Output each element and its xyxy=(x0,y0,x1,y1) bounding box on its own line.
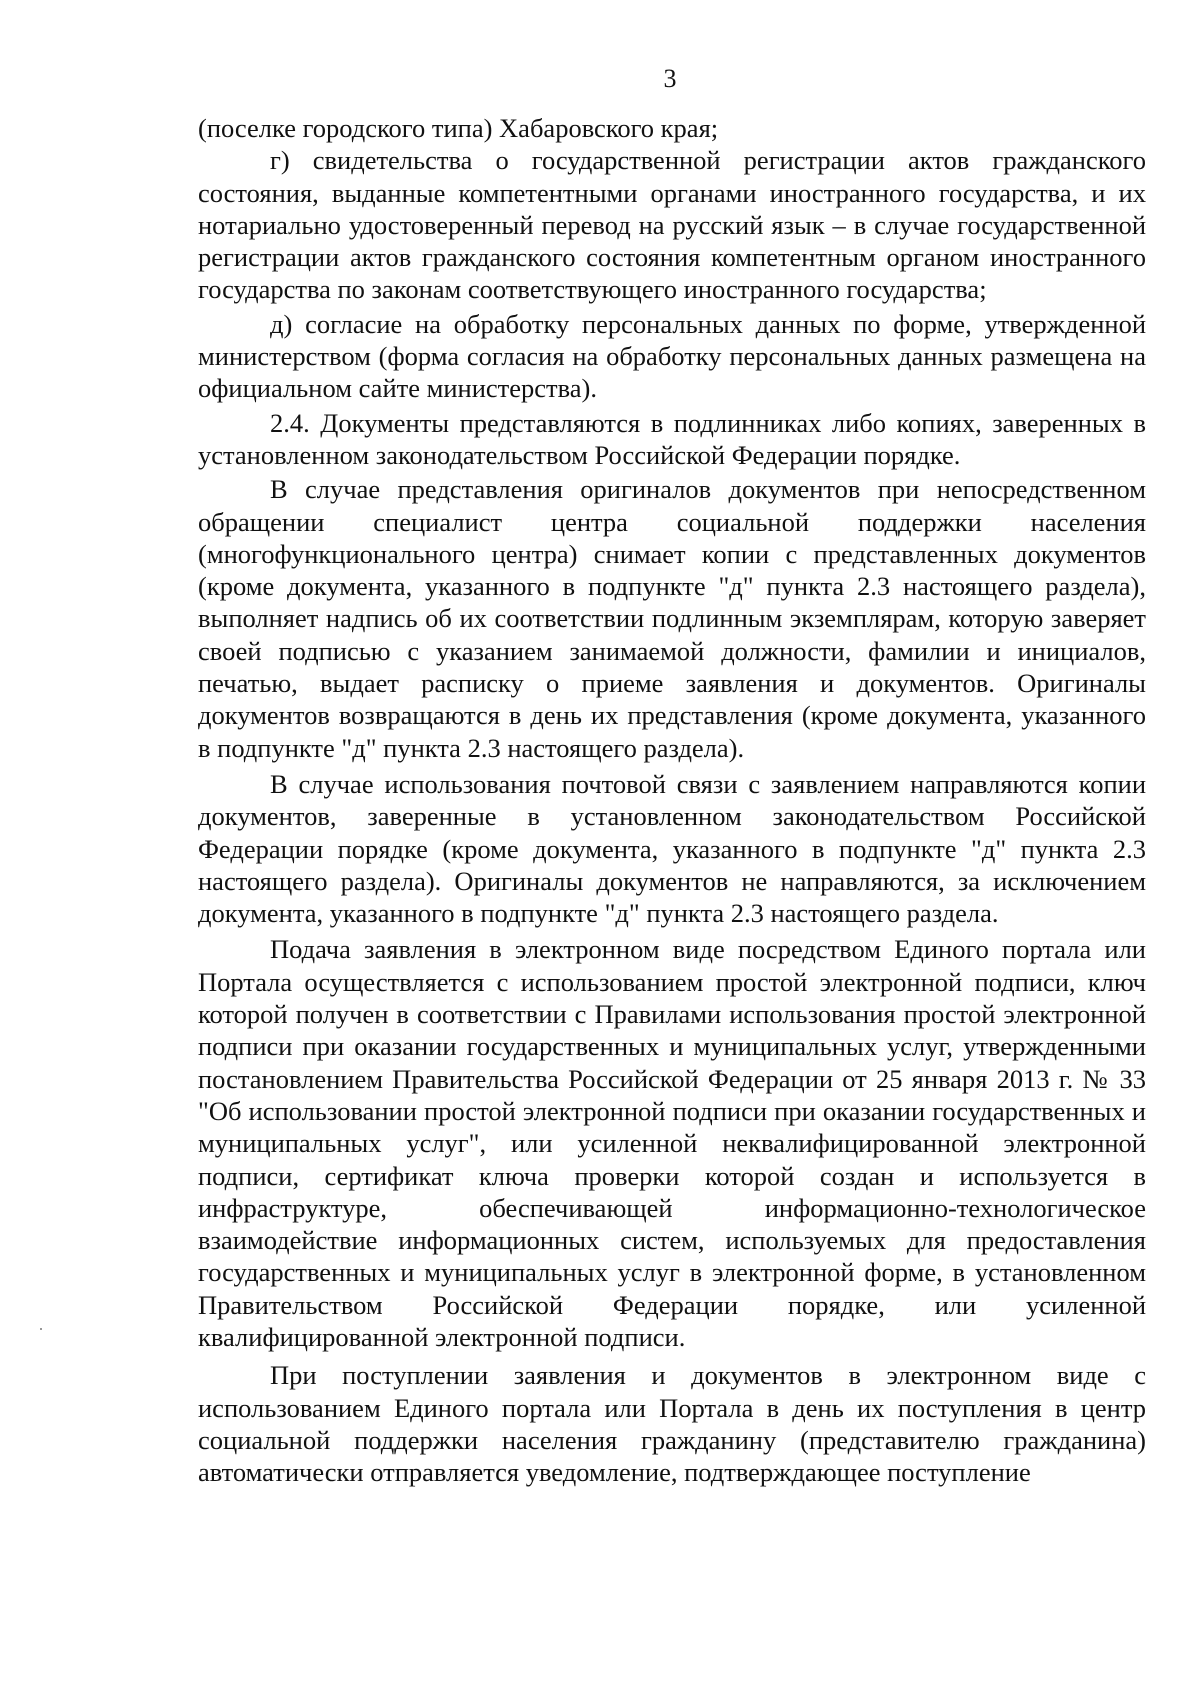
scan-speck xyxy=(40,1328,42,1330)
paragraph-subitem-g: г) свидетельства о государственной регистрации актов гражданского состояния, выданные компетентными органами иностранного государства, и их нотариально удостоверенный перевод на русский язык – в случае государственной регистрации актов гражданского состояния компетентным органом иностранного государства по законам соответствующего иностранного государства; xyxy=(198,145,1146,305)
continuation-line: (поселке городского типа) Хабаровского края; xyxy=(198,113,719,143)
paragraph-subitem-d: д) согласие на обработку персональных данных по форме, утвержденной министерством (форма согласия на обработку персональных данных размещена на официальном сайте министерства). xyxy=(198,308,1146,404)
paragraph-electronic-submission: Подача заявления в электронном виде посредством Единого портала или Портала осуществляется с использованием простой электронной подписи, ключ которой получен в соответствии с Правилами использования простой электронной подписи при оказании государственных и муниципальных услуг, утвержденными постановлением Правительства Российской Федерации от 25 января 2013 г. № 33 "Об использовании простой электронной подписи при оказании государственных и муниципальных услуг", или усиленной неквалифицированной электронной подписи, сертификат ключа проверки которой создан и используется в инфраструктуре, обеспечивающей информационно-технологическое взаимодействие информационных систем, используемых для предоставления государственных и муниципальных услуг в электронной форме, в установленном Правительством Российской Федерации порядке, или усиленной квалифицированной электронной подписи. xyxy=(198,934,1146,1352)
page-number: 3 xyxy=(663,64,677,93)
paragraph-postal: В случае использования почтовой связи с заявлением направляются копии документов, заверенные в установленном законодательством Российской Федерации порядке (кроме документа, указанного в подпункте "д" пункта 2.3 настоящего раздела). Оригиналы документов не направляются, за исключением документа, указанного в подпункте "д" пункта 2.3 настоящего раздела. xyxy=(198,768,1146,929)
paragraph-2-4: 2.4. Документы представляются в подлинниках либо копиях, заверенных в установленном законодательством Российской Федерации порядке. xyxy=(198,407,1146,470)
document-body xyxy=(198,112,1146,1488)
paragraph-original-documents: В случае представления оригиналов документов при непосредственном обращении специалист центра социальной поддержки населения (многофункционального центра) снимает копии с представленных документов (кроме документа, указанного в подпункте "д" пункта 2.3 настоящего раздела), выполняет надпись об их соответствии подлинным экземплярам, которую заверяет своей подписью с указанием занимаемой должности, фамилии и инициалов, печатью, выдает расписку о приеме заявления и документов. Оригиналы документов возвращаются в день их представления (кроме документа, указанного в подпункте "д" пункта 2.3 настоящего раздела). xyxy=(198,474,1146,763)
paragraph-electronic-receipt: При поступлении заявления и документов в электронном виде с использованием Единого портала или Портала в день их поступления в центр социальной поддержки населения гражданину (представителю гражданина) автоматически отправляется уведомление, подтверждающее поступление xyxy=(198,1360,1146,1488)
